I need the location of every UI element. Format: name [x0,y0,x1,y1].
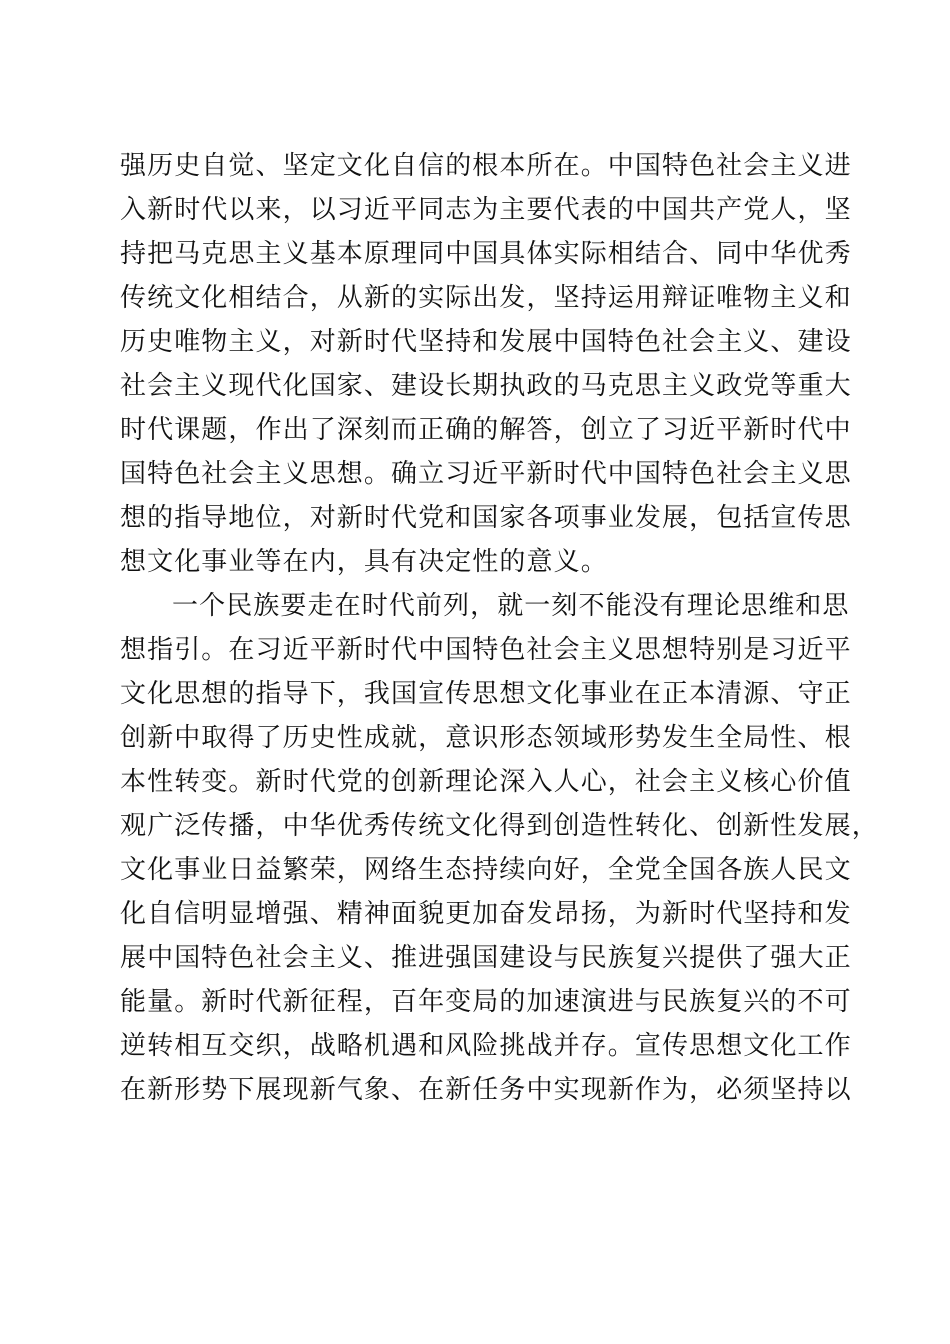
text-line: 历史唯物主义，对新时代坚持和发展中国特色社会主义、建设 [120,327,852,357]
text-line: 入新时代以来，以习近平同志为主要代表的中国共产党人，坚 [120,195,852,225]
paragraph-start-line: 一个民族要走在时代前列，就一刻不能没有理论思维和思 [172,591,850,621]
text-line: 能量。新时代新征程，百年变局的加速演进与民族复兴的不可 [120,987,852,1017]
text-line: 本性转变。新时代党的创新理论深入人心，社会主义核心价值 [120,767,852,797]
text-line: 时代课题，作出了深刻而正确的解答，创立了习近平新时代中 [120,415,852,445]
text-line: 化自信明显增强、精神面貌更加奋发昂扬，为新时代坚持和发 [120,899,852,929]
text-line: 展中国特色社会主义、推进强国建设与民族复兴提供了强大正 [120,943,852,973]
text-line: 创新中取得了历史性成就，意识形态领域形势发生全局性、根 [120,723,852,753]
text-line: 国特色社会主义思想。确立习近平新时代中国特色社会主义思 [120,459,852,489]
text-line: 文化事业日益繁荣，网络生态持续向好，全党全国各族人民文 [120,855,852,885]
text-line: 持把马克思主义基本原理同中国具体实际相结合、同中华优秀 [120,239,852,269]
text-line: 社会主义现代化国家、建设长期执政的马克思主义政党等重大 [120,371,852,401]
text-line: 文化思想的指导下，我国宣传思想文化事业在正本清源、守正 [120,679,852,709]
text-line: 强历史自觉、坚定文化自信的根本所在。中国特色社会主义进 [120,151,852,181]
body-text [120,144,879,1112]
text-line: 逆转相互交织，战略机遇和风险挑战并存。宣传思想文化工作 [120,1031,852,1061]
text-line: 观广泛传播，中华优秀传统文化得到创造性转化、创新性发展， [120,811,879,841]
text-line: 想的指导地位，对新时代党和国家各项事业发展，包括宣传思 [120,503,852,533]
text-line: 传统文化相结合，从新的实际出发，坚持运用辩证唯物主义和 [120,283,852,313]
text-line: 想指引。在习近平新时代中国特色社会主义思想特别是习近平 [120,635,852,665]
text-line: 在新形势下展现新气象、在新任务中实现新作为，必须坚持以 [120,1075,852,1105]
text-line: 想文化事业等在内，具有决定性的意义。 [120,547,608,577]
